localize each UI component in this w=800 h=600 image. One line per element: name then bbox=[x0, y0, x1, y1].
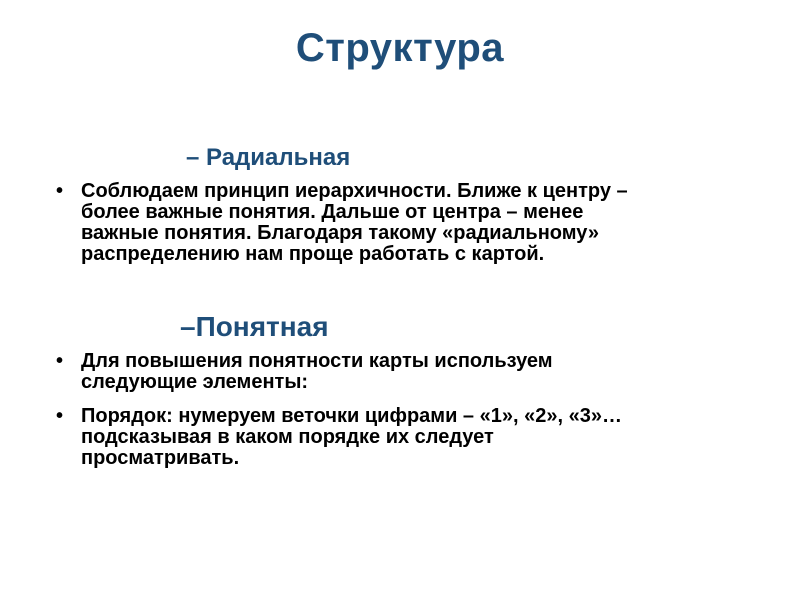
list-item bbox=[56, 351, 746, 393]
bullet-line: Для повышения понятности карты используем bbox=[81, 350, 553, 372]
bullet-line: просматривать. bbox=[81, 447, 240, 469]
list-item bbox=[56, 181, 746, 265]
list-item bbox=[56, 406, 746, 469]
bullet-icon: • bbox=[56, 405, 64, 427]
bullet-line: подсказывая в каком порядке их следует bbox=[81, 426, 494, 448]
bullet-list-clear-2 bbox=[56, 406, 746, 469]
bullet-list-clear-1 bbox=[56, 351, 746, 393]
slide-title: Структура bbox=[295, 26, 505, 70]
bullet-icon: • bbox=[56, 180, 64, 202]
bullet-line: Соблюдаем принцип иерархичности. Ближе к центру – bbox=[81, 180, 628, 202]
bullet-line: важные понятия. Благодаря такому «радиальному» bbox=[81, 222, 600, 244]
bullet-icon: • bbox=[56, 350, 64, 372]
bullet-line: следующие элементы: bbox=[81, 371, 309, 393]
bullet-line: более важные понятия. Дальше от центра – менее bbox=[81, 201, 584, 223]
bullet-line: Порядок: нумеруем веточки цифрами – «1», «2», «3»… bbox=[81, 405, 622, 427]
section-heading-radial: – Радиальная bbox=[186, 144, 351, 171]
bullet-line: распределению нам проще работать с картой. bbox=[81, 243, 545, 265]
section-heading-clear: –Понятная bbox=[180, 311, 329, 342]
bullet-list-radial bbox=[56, 181, 746, 265]
